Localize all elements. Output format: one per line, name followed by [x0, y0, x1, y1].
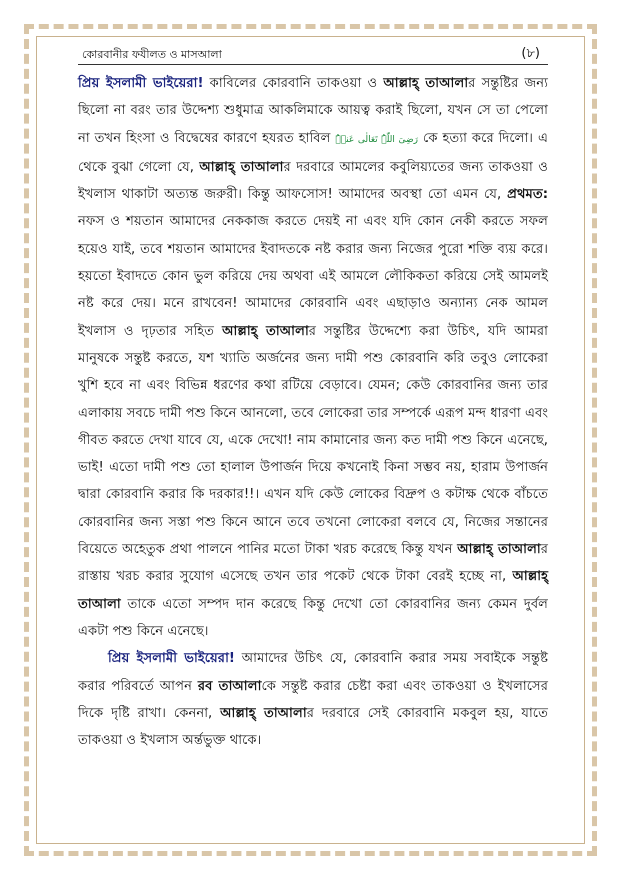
emphasis-text: প্রথমত: [507, 187, 548, 203]
paragraph-1 [78, 70, 548, 645]
emphasis-text: আল্লাহ্‌ তাআলা [78, 569, 548, 612]
paragraph-2 [78, 645, 548, 754]
text-run: র সন্তুষ্টির উদ্দেশ্যে করা উচিৎ, যদি আমরা মানুষকে সন্তুষ্ট করতে, যশ খ্যাতি অর্জনের জন্য দামী পশু কোরবানি করি তবুও লোকেরা খুশি হবে না এবং বিভিন্ন ধরণের কথা রটিয়ে বেড়াবে। যেমন; কেউ কোরবানির জন্য তার এলাকায় সবচে দামী পশু কিনে আনলো, তবে লোকেরা তার সম্পর্কে এরূপ মন্দ ধারণা এবং গীবত করতে দেখা যাবে যে, একে দেখো! নাম কামানোর জন্য কত দামী পশু কিনে এনেছে, ভাই! এতো দামী পশু তো হালাল উপার্জন দিয়ে কখনোই কিনা সম্ভব নয়, হারাম উপার্জন দ্বারা কোরবানি করার কি দরকার!!। এখন যদি কেউ লোকের বিদ্রুপ ও কটাক্ষ থেকে বাঁচতে কোরবানির জন্য সস্তা পশু কিনে আনে তবে তখনো লোকেরা বলবে যে, নিজের সন্তানের বিয়েতে অহেতুক প্রথা পালনে পানির মতো টাকা খরচ করেছে কিন্তু যখন [78, 323, 548, 558]
emphasis-text: আল্লাহ্‌ তাআলা [457, 542, 541, 558]
emphasis-text: আল্লাহ্‌ তাআলা [222, 323, 309, 339]
emphasis-text: আল্লাহ্‌ তাআলা [383, 76, 469, 91]
page-header [78, 40, 548, 65]
text-run: আমাদের উচিৎ যে, কোরবানি করার সময় সবাইকে সন্তুষ্ট করার পরিবর্তে আপন [78, 651, 548, 694]
text-run: তাকে এতো সম্পদ দান করেছে কিন্তু দেখো তো কোরবানির জন্য কেমন দুর্বল একটা পশু কিনে এনেছে। [78, 596, 548, 639]
text-run: কে হত্যা করে দিলো। এ থেকে বুঝা গেলো যে, [78, 130, 548, 175]
text-run: কাবিলের কোরবানি তাকওয়া ও [203, 76, 384, 91]
text-run: কে সন্তুষ্ট করার চেষ্টা করা এবং তাকওয়া ও ইখলাসের দিকে দৃষ্টি রাখা। কেননা, [78, 678, 549, 721]
salutation: প্রিয় ইসলামী ভাইয়েরা! [108, 651, 235, 667]
text-run: র দরবারে আমলের কবুলিয়্যতের জন্য তাকওয়া ও ইখলাস থাকাটা অত্যন্ত জরুরী। কিন্তু আফসোস! আমাদের অবস্থা তো এমন যে, [78, 159, 548, 203]
emphasis-text: রব তাআলা [197, 678, 262, 694]
salutation: প্রিয় ইসলামী ভাইয়েরা! [78, 76, 204, 91]
arabic-honorific: رَضِیَ اللّٰہُ تَعَالٰی عَنۡہُ [335, 134, 419, 145]
emphasis-text: আল্লাহ্‌ তাআলা [220, 705, 307, 721]
emphasis-text: আল্লাহ্‌ তাআলা [199, 159, 284, 175]
page-number: (৮) [521, 46, 540, 61]
text-run: র রাস্তায় খরচ করার সুযোগ এসেছে তখন তার পকেট থেকে টাকা বেরই হচ্ছে না, [78, 542, 548, 585]
text-run: নফস ও শয়তান আমাদের নেককাজ করতে দেয়ই না এবং যদি কোন নেকী করতে সফল হয়েও যাই, তবে শয়তান আমাদের ইবাদতকে নষ্ট করার জন্য নিজের পুরো শক্তি ব্যয় করে। হয়তো ইবাদতে কোন ভুল করিয়ে দেয় অথবা এই আমলে লৌকিকতা করিয়ে সেই আমলই নষ্ট করে দেয়। মনে রাখবেন! আমাদের কোরবানি এবং এছাড়াও অন্যান্য নেক আমল ইখলাস ও দৃঢ়তার সহিত [78, 214, 548, 339]
text-run: র সন্তুষ্টির জন্য ছিলো না বরং তার উদ্দেশ্য শুধুমাত্র আকলিমাকে আয়ত্ব করাই ছিলো, যখন সে তা পেলো না তখন হিংসা ও বিদ্বেষের কারণে হযরত হাবিল [78, 76, 548, 146]
book-title: কোরবানীর ফযীলত ও মাসআলা [82, 48, 222, 61]
text-run: র দরবারে সেই কোরবানি মকবুল হয়, যাতে তাকওয়া ও ইখলাস অর্ন্তভুক্ত থাকে। [78, 705, 548, 749]
body-text [78, 70, 548, 754]
